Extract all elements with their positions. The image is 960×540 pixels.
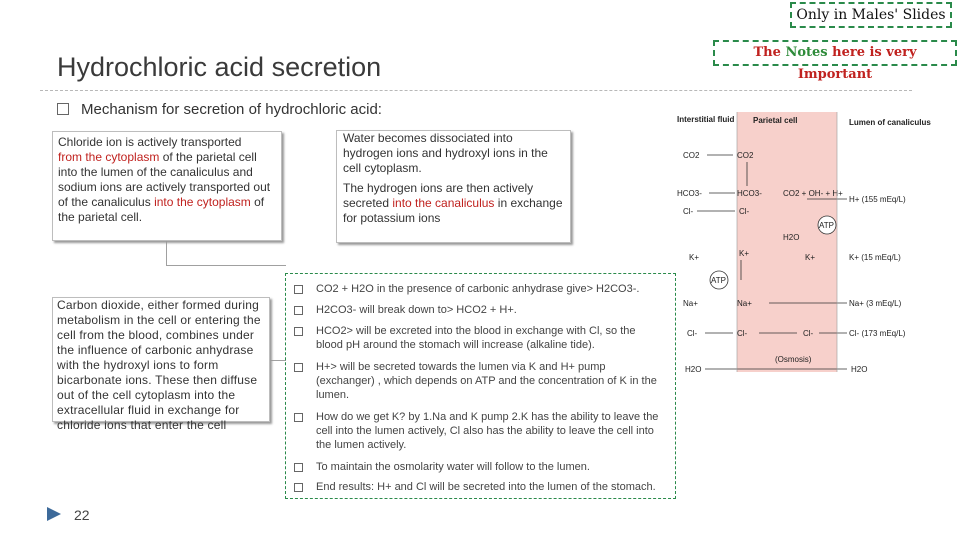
chloride-transport-box	[52, 131, 282, 241]
box2-paragraph	[343, 181, 564, 226]
label-na-cell: Na+	[737, 299, 752, 308]
label-h-lumen: H+ (155 mEq/L)	[849, 195, 906, 204]
label-lumen: Lumen of canaliculus	[849, 118, 931, 127]
bullet-box-icon	[294, 483, 303, 492]
label-cl-canaliculus: Cl-	[803, 329, 814, 338]
note-notes-word: Notes	[785, 45, 828, 60]
title-divider	[40, 90, 912, 91]
label-na-lumen: Na+ (3 mEq/L)	[849, 299, 902, 308]
label-co2-blood: CO2	[683, 151, 700, 160]
label-cl-blood-2: Cl-	[687, 329, 698, 338]
tag-text: Only in Males' Slides	[796, 7, 946, 23]
box1-text: of the parietal cell.	[58, 195, 265, 224]
important-note-banner	[713, 40, 957, 82]
slide-title: Hydrochloric acid secretion	[57, 52, 382, 82]
bullet-box-icon	[294, 413, 303, 422]
label-cl-blood: Cl-	[683, 207, 694, 216]
bullet-box-icon	[294, 285, 303, 294]
label-atp-na-k-pump: ATP	[711, 276, 726, 285]
box1-highlight: from the cytoplasm	[58, 150, 160, 164]
intro-bullet	[57, 101, 382, 118]
label-parietal-cell: Parietal cell	[753, 116, 798, 125]
label-cl-cell-2: Cl-	[737, 329, 748, 338]
bullet-box-icon	[294, 306, 303, 315]
note-prefix: The	[753, 45, 786, 60]
label-k-canaliculus: K+	[805, 253, 816, 262]
list-item-text: HCO2> will be excreted into the blood in exchange with Cl, so the blood pH around the stomach will increase (alkaline tide).	[316, 325, 636, 351]
page-marker-icon	[47, 507, 61, 521]
list-item-text: To maintain the osmolarity water will follow to the lumen.	[316, 461, 590, 473]
parietal-cell-diagram	[677, 110, 931, 390]
label-h2o-cell: H2O	[783, 233, 800, 242]
carbon-dioxide-box: Carbon dioxide, either formed during metabolism in the cell or entering the cell from the blood, combines under the influence of carbonic anhydrase with the hydroxyl ions to form bicarbonate ions. These then diffuse out of the cell cytoplasm into the extracellular fluid in exchange for chloride ions that enter the cell	[52, 297, 270, 422]
label-h2o-lumen: H2O	[851, 365, 868, 374]
water-dissociation-box	[336, 130, 571, 243]
label-h2o-blood: H2O	[685, 365, 702, 374]
list-item-text: H+> will be secreted towards the lumen via K and H+ pump (exchanger) , which depends on ATP and the concentration of K in the lumen.	[316, 361, 657, 401]
connector-line	[270, 360, 286, 361]
bullet-box-icon	[294, 363, 303, 372]
males-slides-tag	[790, 2, 952, 28]
bullet-box-icon	[294, 327, 303, 336]
note-suffix: here is very Important	[797, 45, 917, 82]
list-item-text: End results: H+ and Cl will be secreted into the lumen of the stomach.	[316, 481, 656, 493]
label-k-blood: K+	[689, 253, 700, 262]
box1-text: of the parietal cell into the lumen of the canaliculus and sodium ions are actively transported out of the canaliculus	[58, 150, 271, 209]
box2-paragraph: Water becomes dissociated into hydrogen ions and hydroxyl ions in the cell cytoplasm.	[343, 131, 548, 175]
label-interstitial-fluid: Interstitial fluid	[677, 115, 735, 124]
label-k-lumen: K+ (15 mEq/L)	[849, 253, 901, 262]
box1-text: Chloride ion is actively transported	[58, 135, 242, 149]
label-hco3-cell: HCO3-	[737, 189, 762, 198]
label-na-blood: Na+	[683, 299, 698, 308]
box1-highlight: into the cytoplasm	[154, 195, 251, 209]
page-number: 22	[74, 507, 90, 523]
label-k-cell: K+	[739, 249, 750, 258]
list-item-text: How do we get K? by 1.Na and K pump 2.K has the ability to leave the cell into the lumen actively, Cl also has the ability to leave the cell into the lumen actively.	[316, 411, 659, 451]
intro-bullet-text: Mechanism for secretion of hydrochloric acid:	[81, 101, 382, 118]
label-cl-cell: Cl-	[739, 207, 750, 216]
list-item-text: CO2 + H2O in the presence of carbonic anhydrase give> H2CO3-.	[316, 283, 640, 295]
box2-highlight: into the canaliculus	[392, 196, 495, 210]
label-atp-pump: ATP	[819, 221, 834, 230]
label-co2-oh-h: CO2 + OH- + H+	[783, 189, 843, 198]
label-hco3-blood: HCO3-	[677, 189, 702, 198]
connector-line	[166, 241, 167, 265]
notes-list	[285, 273, 676, 499]
label-cl-lumen: Cl- (173 mEq/L)	[849, 329, 906, 338]
label-co2-cell: CO2	[737, 151, 754, 160]
bullet-box-icon	[57, 103, 69, 115]
list-item-text: H2CO3- will break down to> HCO2 + H+.	[316, 304, 517, 316]
box2-text: in exchange for potassium ions	[343, 196, 563, 225]
bullet-box-icon	[294, 463, 303, 472]
box2-text: The hydrogen ions are then actively secreted	[343, 181, 534, 210]
connector-line	[166, 265, 286, 266]
label-osmosis: (Osmosis)	[775, 355, 812, 364]
